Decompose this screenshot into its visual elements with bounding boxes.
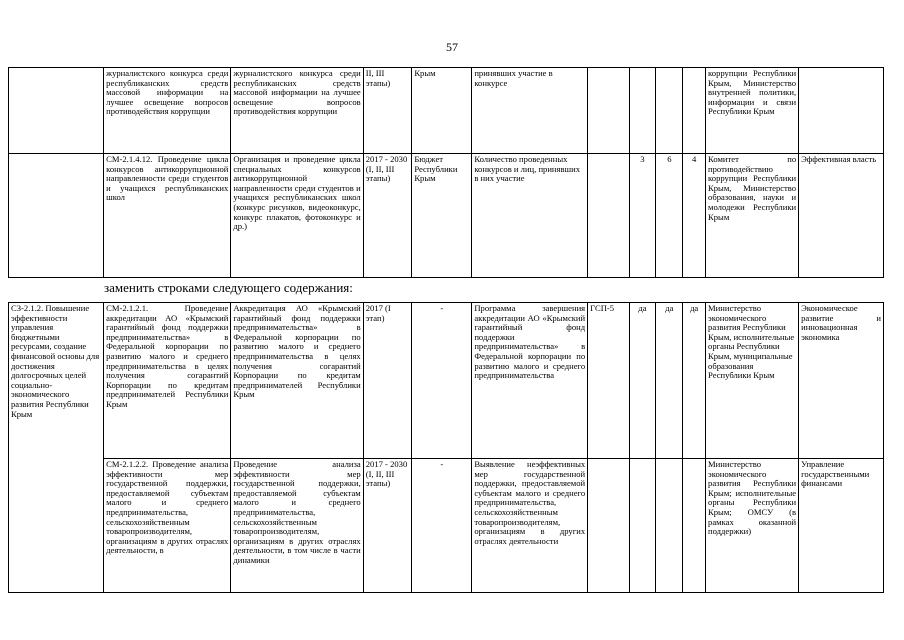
program-cell: Экономическое развитие и инновационная экономика — [799, 303, 884, 459]
code-cell — [588, 154, 629, 278]
value-cell — [683, 68, 706, 154]
table-row — [9, 303, 884, 459]
result-cell: Количество проведенных конкурсов и лиц, принявших в них участие — [472, 154, 588, 278]
measure-cell: СМ-2.1.2.1. Проведение аккредитации АО «Крымский гарантийный фонд поддержки предпринимательства» в Федеральной корпорации по развитию малого и среднего предпринимательства в целях получения согарантий Корпорации по кредитам предпринимателей Республики Крым — [104, 303, 231, 459]
content-cell: журналистского конкурса среди республиканских средств массовой информации на лучшее освещение вопросов противодействия коррупции — [231, 68, 363, 154]
program-cell: Эффективная власть — [799, 154, 884, 278]
program-cell — [799, 68, 884, 154]
content-cell: Аккредитация АО «Крымский гарантийный фонд поддержки предпринимательства» в Федеральной корпорации по развитию малого и среднего предпринимательства в целях получения согарантий Корпорации по кредитам предпринимателей Республики Крым — [231, 303, 363, 459]
code-cell — [588, 68, 629, 154]
value-cell — [683, 459, 706, 593]
value-cell: 4 — [683, 154, 706, 278]
content-cell: Проведение анализа эффективности мер государственной поддержки, предоставляемой субъектам малого и среднего предпринимательства, сельскохозяйственным товаропроизводителям, организациям в других отраслях деятельности, в том числе в части динамики — [231, 459, 363, 593]
content-cell: Организация и проведение цикла специальных конкурсов антикоррупционной направленности среди студентов и учащихся республиканских школ (конкурс рисунков, видеоконкурс, конкурс плакатов, фотоконкурс и др.) — [231, 154, 363, 278]
period-cell: 2017 - 2030 (I, II, III этапы) — [363, 154, 412, 278]
goal-cell — [9, 154, 104, 278]
value-cell — [656, 68, 683, 154]
source-cell: - — [412, 303, 472, 459]
measures-table-bottom — [8, 302, 884, 593]
executor-cell: Министерство экономического развития Республики Крым, исполнительные органы Республики Крым, муниципальные образования Республики Крым — [706, 303, 799, 459]
value-cell — [629, 459, 656, 593]
table-row — [9, 154, 884, 278]
executor-cell: Министерство экономического развития Республики Крым; исполнительные органы Республики Крым; ОМСУ (в рамках оказанной поддержки) — [706, 459, 799, 593]
value-cell — [629, 68, 656, 154]
table-row — [9, 68, 884, 154]
measure-cell: СМ-2.1.4.12. Проведение цикла конкурсов антикоррупционной направленности среди студентов и учащихся республиканских школ — [104, 154, 231, 278]
goal-cell: СЗ-2.1.2. Повышение эффективности управления бюджетными ресурсами, создание финансовой основы для достижения долгосрочных целей социально-экономического развития Республики Крым — [9, 303, 104, 593]
source-cell: Крым — [412, 68, 472, 154]
source-cell: Бюджет Республики Крым — [412, 154, 472, 278]
executor-cell: коррупции Республики Крым, Министерство внутренней политики, информации и связи Республики Крым — [706, 68, 799, 154]
period-cell: 2017 - 2030 (I, II, III этапы) — [363, 459, 412, 593]
value-cell: да — [629, 303, 656, 459]
value-cell: 3 — [629, 154, 656, 278]
value-cell: да — [683, 303, 706, 459]
program-cell: Управление государственными финансами — [799, 459, 884, 593]
period-cell: 2017 (I этап) — [363, 303, 412, 459]
result-cell: Выявление неэффективных мер государственной поддержки, предоставляемой субъектам малого и среднего предпринимательства, сельскохозяйственным товаропроизводителям, организациям в других отраслях деятельности — [472, 459, 588, 593]
measure-cell: журналистского конкурса среди республиканских средств массовой информации на лучшее освещение вопросов противодействия коррупции — [104, 68, 231, 154]
table-row — [9, 459, 884, 593]
source-cell: - — [412, 459, 472, 593]
measure-cell: СМ-2.1.2.2. Проведение анализа эффективности мер государственной поддержки, предоставляемой субъектам малого и среднего предпринимательства, сельскохозяйственным товаропроизводителям, организациям в других отраслях деятельности, в — [104, 459, 231, 593]
measures-table-top — [8, 67, 884, 278]
replacement-caption: заменить строками следующего содержания: — [104, 280, 353, 295]
code-cell — [588, 459, 629, 593]
executor-cell: Комитет по противодействию коррупции Республики Крым, Министерство образования, науки и молодежи Республики Крым — [706, 154, 799, 278]
goal-cell — [9, 68, 104, 154]
code-cell: ГСП-5 — [588, 303, 629, 459]
period-cell: II, III этапы) — [363, 68, 412, 154]
result-cell: Программа завершения аккредитации АО «Крымский гарантийный фонд поддержки предпринимательства» в Федеральной корпорации по развитию малого и среднего предпринимательства — [472, 303, 588, 459]
page-number: 57 — [446, 40, 458, 54]
value-cell: 6 — [656, 154, 683, 278]
value-cell — [656, 459, 683, 593]
value-cell: да — [656, 303, 683, 459]
result-cell: принявших участие в конкурсе — [472, 68, 588, 154]
